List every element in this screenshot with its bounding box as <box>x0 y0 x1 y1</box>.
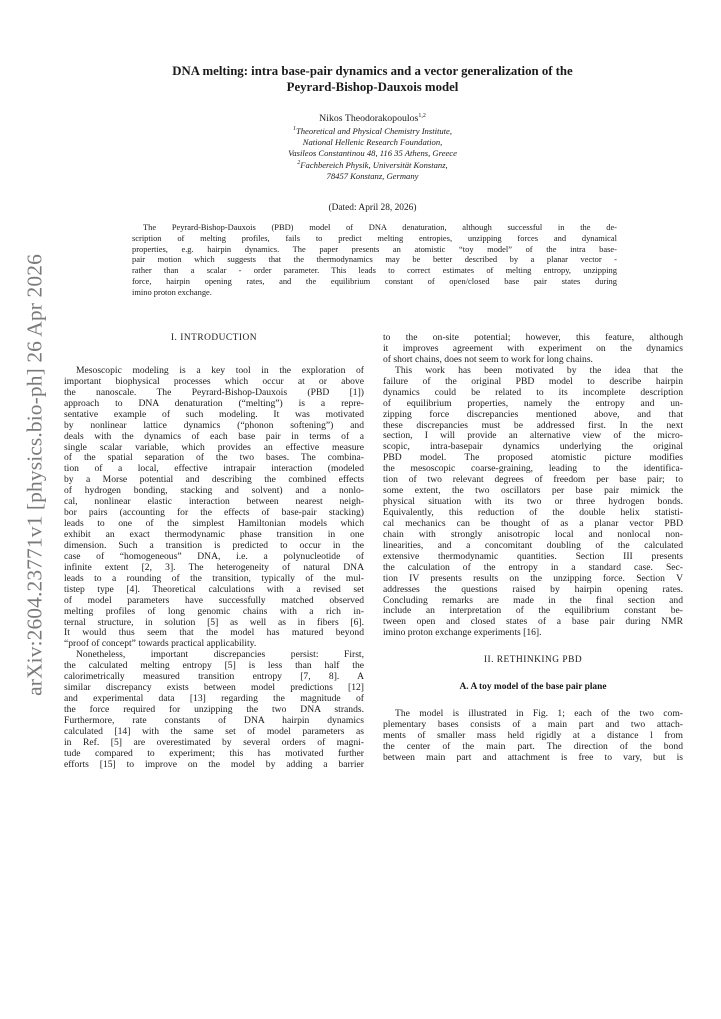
text-line: tude compared to experiment; this has motivated further <box>64 747 364 759</box>
author-line <box>95 113 650 124</box>
paragraph <box>64 650 364 770</box>
text-line: dimension. Such a transition is predicted to occur in the <box>64 539 364 551</box>
text-line: bor pairs (accounting for the effects of base-pair stacking) <box>64 507 364 519</box>
abstract-line: imino proton exchange. <box>132 286 212 297</box>
text-line: cal mechanics can be thought of as a planar vector PBD <box>383 517 683 529</box>
text-line: deals with the dynamics of each base pair in terms of a <box>64 430 364 442</box>
text-line: Mesoscopic modeling is a key tool in the exploration of <box>76 364 364 376</box>
text-line: infinite extent [2, 3]. The heterogeneity of natural DNA <box>64 561 364 573</box>
section-heading-introduction: I. INTRODUCTION <box>170 333 258 343</box>
text-line: section, I will provide an alternative view of the micro- <box>383 430 683 442</box>
affiliations <box>95 126 650 182</box>
date-line: (Dated: April 28, 2026) <box>328 203 417 213</box>
left-column <box>64 333 364 771</box>
abstract-line: properties, e.g. hairpin dynamics. The paper presents an atomistic “toy model” of the intra base- <box>132 243 617 254</box>
text-line: in Ref. [5] are overestimated by several orders of magni- <box>64 736 364 748</box>
paragraph <box>383 333 683 366</box>
text-line: dynamics could be related to its incomplete description <box>383 386 683 398</box>
affiliation-line: National Hellenic Research Foundation, <box>302 137 443 148</box>
affiliation-line: $^2$Fachbereich Physik, Universität Konstanz, <box>297 159 448 170</box>
title-line: DNA melting: intra base-pair dynamics and a vector generalization of the <box>172 64 573 78</box>
affiliation-line: Vasileos Constantinou 48, 116 35 Athens, Greece <box>288 148 457 159</box>
text-line: case of “homogeneous” DNA, i.e. a polynucleotide of <box>64 550 364 562</box>
title-line: Peyrard-Bishop-Dauxois model <box>286 80 459 94</box>
text-line: imino proton exchange experiments [16]. <box>383 627 542 639</box>
text-line: “proof of concept” towards practical applicability. <box>64 638 257 650</box>
paragraph <box>383 366 683 639</box>
text-line: calculated [14] with the same set of model parameters as <box>64 725 364 737</box>
text-line: the center of the main part. The direction of the bond <box>383 740 683 752</box>
text-line: chain with strongly anisotropic local and nonlocal non- <box>383 528 683 540</box>
arxiv-identifier: arXiv:2604.23771v1 [physics.bio-ph] 26 Apr 2026 <box>22 254 47 696</box>
text-line: ments of smaller mass held rigidly at a distance l from <box>383 730 683 741</box>
text-line: It would thus seem that the model has matured beyond <box>64 627 364 639</box>
text-line: leads to one of the simplest Hamiltonian models which <box>64 518 364 530</box>
affiliation-line: $^1$Theoretical and Physical Chemistry Institute, <box>292 126 453 136</box>
text-line: single scalar variable, which provides an effective measure <box>64 441 364 453</box>
right-column <box>383 333 683 764</box>
text-line: ternal structure, in solution [5] as well as in fibers [6]. <box>64 616 364 628</box>
text-line: of short chains, does not seem to work for long chains. <box>383 353 593 365</box>
text-line: efforts [15] to improve on the model by adding a barrier <box>64 758 364 770</box>
text-line: Nonetheless, important discrepancies persist: First, <box>76 649 364 661</box>
text-line: of equilibrium properties, namely the entropy and un- <box>383 397 683 409</box>
text-line: of the spatial separation of the two bases. The combina- <box>64 452 364 464</box>
text-line: Concluding remarks are made in the final section and <box>383 594 683 606</box>
affiliation-line: 78457 Konstanz, Germany <box>326 170 419 181</box>
text-line: calorimetrically measured transition entropy [7, 8]. A <box>64 671 364 683</box>
text-line: it improves agreement with experiment on the dynamics <box>383 342 683 354</box>
paper-title <box>95 63 650 95</box>
subsection-heading-toy-model: A. A toy model of the base pair plane <box>459 682 607 693</box>
text-line: cal, nonlinear elastic interaction between nearest neigh- <box>64 496 364 508</box>
section-heading-rethinking-pbd: II. RETHINKING PBD <box>483 655 583 666</box>
text-line: include an interpretation of the equilibrium constant be- <box>383 605 683 617</box>
text-line: the mesoscopic coarse-graining, leading to the identifica- <box>383 463 683 475</box>
abstract-line: The Peyrard-Bishop-Dauxois (PBD) model of DNA denaturation, although successful in the de- <box>143 222 617 232</box>
text-line: addresses the questions raised by hairpin opening rates. <box>383 583 683 595</box>
author-affiliation-marker: 1,2 <box>418 113 426 119</box>
text-line: important biophysical processes which occur at or above <box>64 375 364 387</box>
text-line: sentative example of such modeling. It was motivated <box>64 408 364 420</box>
text-line: tion of two relevant degrees of freedom per base pair; to <box>383 474 683 486</box>
text-line: Furthermore, rate constants of DNA hairpin dynamics <box>64 714 364 726</box>
text-line: exhibit an exact thermodynamic phase transition in one <box>64 529 364 540</box>
text-line: scopic, intra-basepair dynamics underlying the original <box>383 441 683 453</box>
text-line: the calculated melting entropy [5] is less than half the <box>64 660 364 672</box>
text-line: by a Morse potential and describing the combined effects <box>64 474 364 486</box>
text-line: leads to a rounding of the transition, typically of the mul- <box>64 572 364 584</box>
text-line: to the on-site potential; however, this feature, although <box>383 332 683 343</box>
text-line: The model is illustrated in Fig. 1; each of the two com- <box>395 708 683 720</box>
text-line: of hydrogen bonding, stacking and solvent) and a nonlo- <box>64 485 364 497</box>
text-line: by nonlinear lattice dynamics (“phonon softening”) and <box>64 419 364 431</box>
author-name: Nikos Theodorakopoulos <box>319 113 419 124</box>
paragraph <box>64 366 364 650</box>
text-line: plementary bases consists of a main part and two attach- <box>383 719 683 731</box>
abstract <box>132 222 617 297</box>
text-line: linearities, and a concomitant doubling of the calculated <box>383 539 683 551</box>
text-line: some extent, the two oscillators per base pair mimick the <box>383 485 683 497</box>
abstract-line: pair motion which suggests that the thermodynamics may be better described by a planar vector - <box>132 254 617 265</box>
text-line: tween open and closed states of a base pair during NMR <box>383 616 683 628</box>
abstract-line: rather than a scalar - order parameter. This leads to correct estimates of melting entropy, unzipping <box>132 265 617 275</box>
text-line: Equivalently, this reduction of the double helix statisti- <box>383 507 683 518</box>
text-line: approach to DNA denaturation (“melting”) is a repre- <box>64 397 364 409</box>
text-line: between main part and attachment is free to vary, but is <box>383 751 683 763</box>
text-line: melting profiles of long genomic chains with a rich in- <box>64 605 364 617</box>
text-line: the nanoscale. The Peyrard-Bishop-Dauxois (PBD [1]) <box>64 386 364 398</box>
text-line: tion of a local, effective intrapair interaction (modeled <box>64 463 364 475</box>
text-line: PBD model. The proposed atomistic picture modifies <box>383 452 683 464</box>
text-line: This work has been motivated by the idea that the <box>395 364 683 376</box>
text-line: of model parameters have successfully matched observed <box>64 594 364 606</box>
abstract-line: force, hairpin opening rates, and the equilibrium constant of open/closed base pair states during <box>132 275 617 286</box>
text-line: and experimental data [13] regarding the magnitude of <box>64 693 364 705</box>
text-line: similar discrepancy exists between model predictions [12] <box>64 682 364 694</box>
text-line: the calculation of the entropy in a standard case. Sec- <box>383 561 683 573</box>
text-line: extensive thermodynamic quantities. Section III presents <box>383 550 683 562</box>
arxiv-sidebar-stamp <box>20 245 50 705</box>
text-line: tion IV presents results on the unzipping force. Section V <box>383 572 683 584</box>
text-line: the force required for unzipping the two DNA strands. <box>64 704 364 715</box>
text-line: failure of the original PBD model to describe hairpin <box>383 375 683 387</box>
text-line: these discrepancies must be addressed first. In the next <box>383 419 683 431</box>
text-line: zipping force discrepancies mentioned above, and that <box>383 408 683 420</box>
text-line: physical situation with its two or three hydrogen bonds. <box>383 496 683 508</box>
abstract-line: scription of melting profiles, fails to predict melting entropies, unzipping forces and dynamical <box>132 232 617 243</box>
text-line: tistep type [4]. Theoretical calculations with a revised set <box>64 583 364 595</box>
paragraph <box>383 709 683 764</box>
